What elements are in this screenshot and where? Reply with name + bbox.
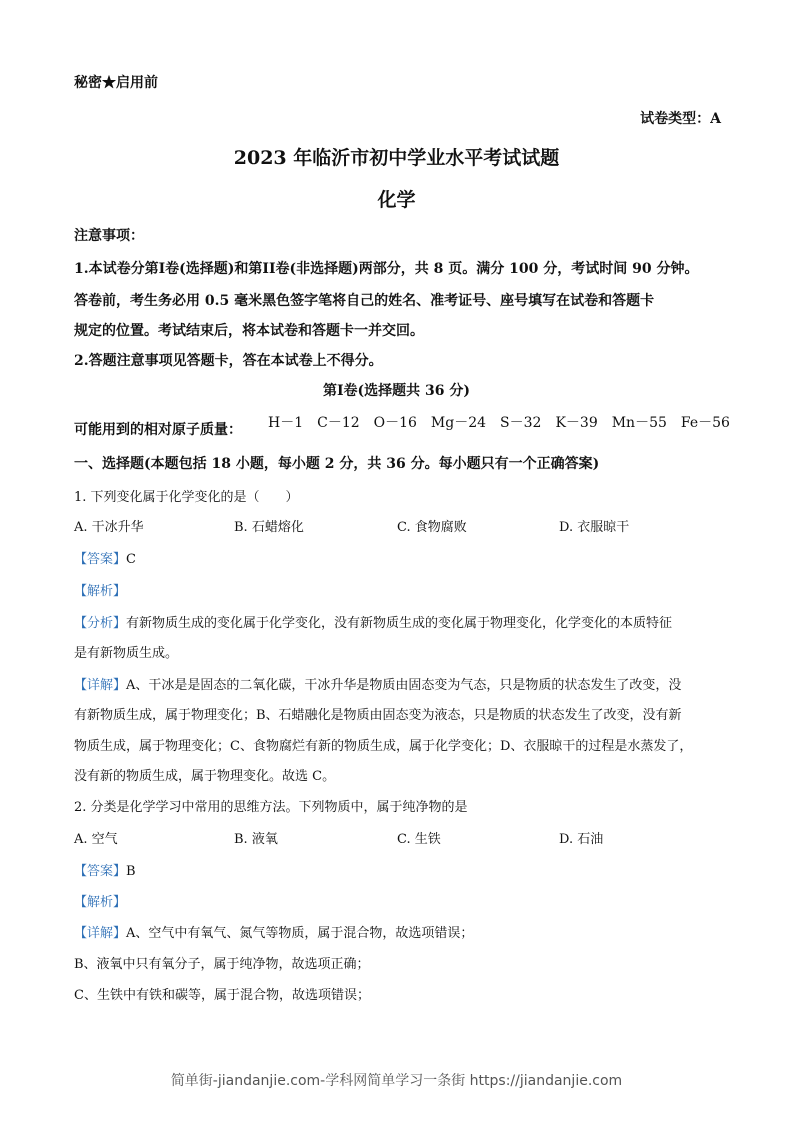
detail-line: 物质生成，属于物理变化；C、食物腐烂有新的物质生成，属于化学变化；D、衣服晾干的过程是水蒸发了， [74, 739, 693, 754]
confidential-label: 秘密★启用前 [74, 75, 158, 91]
question-2-stem: 2. 分类是化学学习中常用的思维方法。下列物质中，属于纯净物的是 [74, 800, 468, 815]
atomic-mass-label: 可能用到的相对原子质量： [74, 422, 242, 438]
notice-line: 答卷前，考生务必用 0.5 毫米黑色签字笔将自己的姓名、准考证号、座号填写在试卷和答题卡 [74, 293, 655, 309]
detail-tag: 【详解】 [74, 926, 127, 941]
answer-value: C [126, 552, 136, 567]
section-title: 第I卷(选择题共 36 分) [322, 383, 471, 399]
analysis-tag: 【解析】 [74, 584, 127, 599]
detail-text: A、空气中有氧气、氮气等物质，属于混合物，故选项错误； [126, 926, 474, 941]
exam-title: 2023 年临沂市初中学业水平考试试题 [233, 147, 560, 169]
answer-tag: 【答案】 [74, 552, 127, 567]
fenxi-text: 有新物质生成的变化属于化学变化，没有新物质生成的变化属于物理变化，化学变化的本质特征 [126, 616, 673, 631]
detail-tag: 【详解】 [74, 678, 127, 693]
question-1-option-d: D. 衣服晾干 [559, 520, 630, 535]
question-2-option-b: B. 液氧 [234, 832, 278, 847]
analysis-tag: 【解析】 [74, 895, 127, 910]
question-2-option-d: D. 石油 [559, 832, 604, 847]
question-2-answer [74, 860, 136, 879]
detail-text: A、干冰是是固态的二氧化碳，干冰升华是物质由固态变为气态，只是物质的状态发生了改变，没 [126, 678, 682, 693]
detail-line: B、液氧中只有氧分子，属于纯净物，故选项正确； [74, 957, 370, 972]
fenxi-line: 是有新物质生成。 [74, 646, 179, 661]
atomic-mass-values: H－1 C－12 O－16 Mg－24 S－32 K－39 Mn－55 Fe－56 [268, 415, 730, 431]
answer-value: B [126, 864, 136, 879]
question-2-option-c: C. 生铁 [397, 832, 441, 847]
question-1-option-c: C. 食物腐败 [397, 520, 467, 535]
part-heading: 一、选择题(本题包括 18 小题，每小题 2 分，共 36 分。每小题只有一个正确答案) [74, 456, 600, 472]
question-1-option-a: A. 干冰升华 [74, 520, 144, 535]
detail-line: 没有新的物质生成，属于物理变化。故选 C。 [74, 769, 336, 784]
detail-line: C、生铁中有铁和碳等，属于混合物，故选项错误； [74, 988, 370, 1003]
notice-line: 规定的位置。考试结束后，将本试卷和答题卡一并交回。 [74, 323, 424, 339]
question-1-answer [74, 548, 136, 567]
notice-heading: 注意事项： [74, 228, 144, 244]
question-1-option-b: B. 石蜡熔化 [234, 520, 304, 535]
detail-line [74, 922, 473, 941]
paper-type-label: 试卷类型：A [640, 111, 721, 127]
fenxi-line [74, 612, 672, 631]
detail-line: 有新物质生成，属于物理变化；B、石蜡融化是物质由固态变为液态，只是物质的状态发生了改变，没有新 [74, 708, 682, 723]
fenxi-tag: 【分析】 [74, 616, 127, 631]
question-1-stem: 1. 下列变化属于化学变化的是（ ） [74, 490, 299, 505]
footer-watermark: 简单街-jiandanjie.com-学科网简单学习一条街 https://jiandanjie.com [170, 1073, 623, 1089]
notice-line: 2.答题注意事项见答题卡，答在本试卷上不得分。 [74, 353, 383, 369]
question-2-option-a: A. 空气 [74, 832, 118, 847]
notice-line: 1.本试卷分第I卷(选择题)和第II卷(非选择题)两部分，共 8 页。满分 100 分，考试时间 90 分钟。 [74, 261, 699, 277]
detail-line [74, 674, 681, 693]
subject-title: 化学 [377, 189, 416, 211]
answer-tag: 【答案】 [74, 864, 127, 879]
